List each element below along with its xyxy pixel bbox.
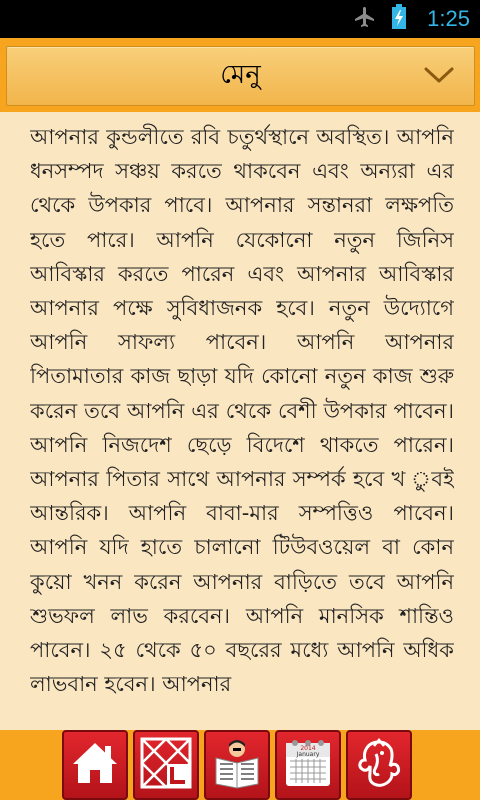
calendar-month: January [296,751,320,758]
menu-dropdown[interactable] [6,46,475,106]
calendar-button[interactable] [275,730,341,800]
status-bar [0,0,480,38]
status-time: 1:25 [427,6,470,31]
ganesha-icon [352,736,406,794]
kundli-button[interactable] [133,730,199,800]
calendar-year: 2014 [300,745,316,752]
ganesha-button[interactable] [346,730,412,800]
app-header [0,38,480,112]
battery-charging-icon [391,4,407,34]
calendar-icon [281,736,335,794]
bottom-toolbar [0,730,480,800]
home-icon [69,737,121,793]
horoscope-content [30,116,454,730]
newspaper-reader-icon [210,736,264,794]
news-button[interactable] [204,730,270,800]
kundli-chart-icon [139,736,193,794]
horoscope-text: আপনার কুন্ডলীতে রবি চতুর্থস্থানে অবস্থিত। আপনি ধনসম্পদ সঞ্চয় করতে থাকবেন এবং অন্যরা এর থেকে উপকার পাবে। আপনার সন্তানরা লক্ষপতি হতে পারে। আপনি যেকোনো নতুন জিনিস আবিস্কার করতে পারেন এবং আপনার আবিস্কার আপনার পক্ষে সুবিধাজনক হবে। নতুন উদ্যোগে আপনি সাফল্য পাবেন। আপনি আপনার পিতামাতার কাজ ছাড়া যদি কোনো নতুন কাজ শুরু করেন তবে আপনি এর থেকে বেশী উপকার পাবেন। আপনি নিজদেশ ছেড়ে বিদেশে থাকতে পারেন। আপনার পিতার সাথে আপনার সম্পর্ক হবে খ ুবই আন্তরিক। আপনি বাবা-মার সম্পত্তিও পাবেন। আপনি যদি হাতে চালানো টিউবওয়েল বা কোন কুয়ো খনন করেন আপনার বাড়িতে তবে আপনি শুভফল লাভ করবেন। আপনি মানসিক শান্তিও পাবেন। ২৫ থেকে ৫০ বছরের মধ্যে আপনি অধিক লাভবান হবেন। আপনার [30,125,454,697]
airplane-mode-icon [353,5,377,33]
home-button[interactable] [62,730,128,800]
menu-title: মেনু [220,60,261,90]
chevron-down-icon[interactable] [422,61,456,93]
